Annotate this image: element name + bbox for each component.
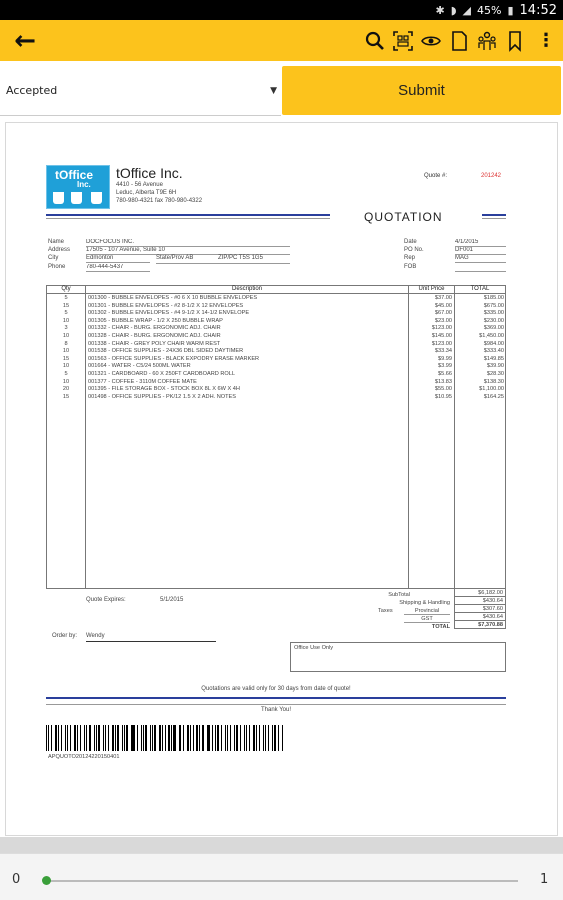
qty-cell: 5 — [64, 310, 68, 317]
barcode-bar — [122, 725, 123, 751]
unit-price-header: Unit Price — [418, 286, 445, 292]
barcode-bar — [272, 725, 273, 751]
description-cell: 001328 - CHAIR - BURG. ERGONOMIC ADJ. CHAIR — [88, 333, 221, 339]
qty-cell: 10 — [62, 317, 70, 324]
barcode-bar — [105, 725, 106, 751]
barcode-bar — [132, 725, 134, 751]
barcode-bar — [94, 725, 95, 751]
qty-cell: 10 — [62, 363, 70, 370]
barcode-bar — [117, 725, 118, 751]
description-cell: 001664 - WATER - C5/24 500ML WATER — [88, 363, 191, 370]
total-cell: $335.00 — [483, 310, 504, 317]
barcode-bar — [131, 725, 132, 751]
grand-total-value: $7,370.88 — [454, 621, 506, 629]
barcode-bar — [108, 725, 109, 751]
signal-icon: ◢ — [462, 3, 472, 17]
barcode-bar — [145, 725, 146, 751]
barcode-bar — [77, 725, 78, 751]
date-label: Date — [404, 239, 417, 245]
barcode-bar — [159, 725, 160, 751]
qty-cell: 15 — [62, 355, 70, 362]
header-rule-right — [482, 214, 506, 216]
barcode-bar — [199, 725, 200, 751]
unit-price-cell: $13.83 — [434, 378, 452, 385]
barcode-bar — [115, 725, 116, 751]
table-row — [47, 333, 505, 340]
table-row — [47, 348, 505, 355]
total-cell: $39.90 — [486, 363, 504, 370]
unit-price-cell: $10.95 — [434, 393, 452, 400]
barcode-bar — [141, 725, 142, 751]
qty-cell: 15 — [62, 393, 70, 400]
description-header: Description — [231, 286, 262, 292]
barcode-bar — [265, 725, 266, 751]
office-use-box: Office Use Only — [290, 642, 506, 672]
clock: 14:52 — [519, 2, 557, 18]
description-cell: 001332 - CHAIR - BURG. ERGONOMIC ADJ. CHAIR — [88, 325, 221, 332]
barcode-bar — [256, 725, 257, 751]
barcode-bar — [143, 725, 144, 751]
company-name: tOffice Inc. — [116, 165, 183, 181]
qty-cell: 10 — [62, 333, 70, 339]
more-vertical-icon[interactable]: ⋮ — [537, 30, 555, 51]
qty-header: Qty — [61, 286, 71, 292]
barcode-bar — [282, 725, 283, 751]
po-value: DF001 — [455, 247, 506, 255]
barcode-bar — [86, 725, 87, 751]
barcode-bar — [58, 725, 59, 751]
barcode-bar — [84, 725, 85, 751]
qty-cell: 10 — [62, 378, 70, 385]
quotation-page — [5, 122, 558, 836]
rep-value: MAG — [455, 255, 506, 263]
barcode-bar — [207, 725, 208, 751]
po-label: PO No. — [404, 247, 424, 253]
gst-value: $430.64 — [454, 613, 506, 621]
app-bar — [0, 20, 563, 61]
customer-city: Edmonton — [86, 255, 150, 263]
barcode-bar — [183, 725, 184, 751]
status-bar — [0, 0, 563, 20]
battery-icon: ▮ — [507, 3, 514, 17]
table-row — [47, 325, 505, 332]
table-row — [47, 394, 505, 401]
quote-number-label: Quote #: — [424, 173, 448, 179]
barcode-bar — [249, 725, 250, 751]
unit-price-cell: $33.34 — [434, 348, 452, 355]
barcode-bar — [268, 725, 269, 751]
bluetooth-icon: ✱ — [435, 3, 445, 17]
total-cell: $230.00 — [483, 317, 504, 324]
footer-rule — [46, 697, 506, 699]
barcode-bar — [190, 725, 191, 751]
unit-price-cell: $3.99 — [438, 363, 452, 370]
customer-phone: 780-444-5437 — [86, 264, 150, 272]
barcode-bar — [234, 725, 235, 751]
qty-cell: 5 — [64, 295, 68, 301]
table-row — [47, 310, 505, 317]
barcode-bar — [236, 725, 238, 751]
barcode-bar — [263, 725, 264, 751]
order-by-value: Wendy — [86, 633, 216, 642]
table-row — [47, 379, 505, 386]
fob-value — [455, 264, 506, 272]
company-phone: 780-980-4321 fax 780-980-4322 — [116, 198, 203, 204]
rep-label: Rep — [404, 255, 416, 261]
barcode-bar — [162, 725, 163, 751]
barcode-bar — [208, 725, 209, 751]
dropdown-caret-icon: ▼ — [270, 86, 277, 96]
barcode-bar — [168, 725, 169, 751]
total-cell: $675.00 — [483, 302, 504, 309]
unit-price-cell: $23.00 — [434, 317, 452, 324]
unit-price-cell: $55.00 — [434, 386, 452, 393]
qty-cell: 10 — [62, 348, 70, 355]
thank-you: Thank You! — [260, 707, 292, 713]
page-slider-track[interactable] — [46, 880, 518, 882]
subtotal-label: SubTotal — [388, 592, 410, 598]
total-header: TOTAL — [470, 286, 490, 292]
barcode-bar — [221, 725, 222, 751]
grand-total-label: TOTAL — [431, 624, 450, 630]
page-end-label: 1 — [540, 872, 549, 887]
barcode-bar — [212, 725, 213, 751]
company-address-2: Leduc, Alberta T9E 6H — [116, 190, 177, 196]
barcode-bar — [165, 725, 166, 751]
table-row — [47, 363, 505, 370]
barcode-bar — [217, 725, 219, 751]
table-row — [47, 386, 505, 393]
subtotal-value: $6,182.00 — [454, 589, 506, 597]
action-row — [0, 61, 563, 118]
description-cell: 001395 - FILE STORAGE BOX - STOCK BOX 8L X 6W X 4H — [88, 386, 240, 393]
total-cell: $984.00 — [483, 340, 504, 347]
barcode-bar — [215, 725, 216, 751]
total-cell: $28.30 — [486, 371, 504, 377]
header-divider — [47, 293, 505, 294]
total-cell: $333.40 — [483, 348, 504, 355]
logo-text: tOffice — [55, 168, 94, 182]
customer-city-label: City — [48, 255, 59, 261]
header-rule-left-thin — [46, 218, 330, 219]
shipping-label: Shipping & Handling — [399, 600, 450, 606]
unit-price-cell: $37.00 — [434, 295, 452, 301]
taxes-label: Taxes — [378, 608, 393, 614]
scan-icon[interactable] — [389, 20, 417, 61]
barcode-bar — [259, 725, 260, 751]
order-by-label: Order by: — [52, 633, 78, 639]
barcode-bar — [202, 725, 203, 751]
qty-cell: 8 — [64, 340, 68, 347]
provincial-label: Provincial — [404, 607, 450, 615]
barcode-bar — [180, 725, 181, 751]
barcode-bar — [274, 725, 276, 751]
barcode-bar — [152, 725, 153, 751]
barcode-bar — [246, 725, 247, 751]
state-zip-underline — [156, 263, 290, 264]
barcode-bar — [80, 725, 81, 751]
customer-phone-label: Phone — [48, 264, 66, 270]
barcode-bar — [137, 725, 138, 751]
total-cell: $138.30 — [483, 378, 504, 385]
barcode-bar — [46, 725, 47, 751]
barcode-bar — [227, 725, 228, 751]
barcode-bar — [173, 725, 175, 751]
total-cell: $1,100.00 — [479, 386, 504, 393]
page-separator — [0, 837, 563, 853]
barcode-bar — [51, 725, 52, 751]
barcode-bar — [225, 725, 226, 751]
company-logo — [46, 165, 110, 209]
fob-label: FOB — [404, 264, 417, 270]
barcode-bar — [244, 725, 245, 751]
barcode-bar — [55, 725, 57, 751]
barcode-bar — [187, 725, 188, 751]
barcode-bar — [124, 725, 125, 751]
gst-label: GST — [404, 615, 450, 623]
header-rule-right-thin — [482, 218, 506, 219]
page-slider-bar — [0, 853, 563, 900]
description-cell: 001305 - BUBBLE WRAP - 1/2 X 250 BUBBLE WRAP — [88, 317, 223, 324]
page-icon[interactable] — [445, 20, 473, 61]
unit-price-cell: $123.00 — [431, 340, 452, 347]
provincial-value: $307.60 — [454, 605, 506, 613]
barcode-bar — [112, 725, 114, 751]
barcode-bar — [154, 725, 156, 751]
total-cell: $1,450.00 — [479, 333, 504, 339]
barcode-bar — [150, 725, 151, 751]
customer-address: 17505 - 107 Avenue, Suite 10 — [86, 247, 290, 255]
total-cell: $149.85 — [483, 355, 504, 362]
total-cell: $369.00 — [483, 325, 504, 332]
barcode-bar — [67, 725, 68, 751]
customer-name-label: Name — [48, 239, 65, 245]
header-rule-left — [46, 214, 330, 216]
status-dropdown[interactable] — [0, 66, 281, 116]
expires-label: Quote Expires: — [86, 597, 126, 603]
unit-price-cell: $9.99 — [438, 355, 452, 362]
barcode-bar — [196, 725, 198, 751]
description-cell: 001301 - BUBBLE ENVELOPES - #2 8-1/2 X 12 ENVELOPES — [88, 302, 244, 309]
page-slider-thumb[interactable] — [42, 876, 51, 885]
description-cell: 001338 - CHAIR - GREY POLY CHAIR WARM REST — [88, 340, 221, 347]
document-title: QUOTATION — [364, 210, 443, 224]
description-cell: 001321 - CARDBOARD - 60 X 250FT CARDBOARD ROLL — [88, 371, 235, 377]
unit-price-cell: $5.66 — [438, 371, 452, 377]
quote-number: 201242 — [481, 173, 502, 179]
customer-address-label: Address — [48, 247, 71, 253]
qty-cell: 3 — [64, 325, 68, 332]
expires-value: 5/1/2015 — [160, 597, 184, 603]
eye-icon[interactable] — [417, 20, 445, 61]
barcode-bar — [253, 725, 255, 751]
bookmark-icon[interactable] — [501, 20, 529, 61]
barcode-bar — [230, 725, 231, 751]
description-cell: 001498 - OFFICE SUPPLIES - PK/12 1.5 X 2 ADH. NOTES — [88, 393, 236, 400]
table-row — [47, 341, 505, 348]
company-address-1: 4410 - 56 Avenue — [116, 182, 163, 188]
items-table — [46, 285, 506, 589]
people-icon[interactable] — [473, 20, 501, 61]
barcode-bar — [96, 725, 97, 751]
customer-zip: ZIP/PC T5S 1G5 — [218, 255, 263, 261]
table-row — [47, 318, 505, 325]
battery-level: 45% — [477, 3, 502, 17]
search-icon[interactable] — [361, 20, 389, 61]
unit-price-cell: $123.00 — [431, 325, 452, 332]
barcode-bar — [98, 725, 99, 751]
barcode-bar — [179, 725, 180, 751]
table-row — [47, 356, 505, 363]
barcode-bar — [48, 725, 49, 751]
back-arrow-icon[interactable]: ← — [14, 25, 36, 56]
description-cell: 001563 - OFFICE SUPPLIES - BLACK EXPODRY ERASE MARKER — [88, 355, 260, 362]
description-cell: 001377 - COFFEE - 3110M COFFEE MATE — [88, 378, 197, 385]
page-start-label: 0 — [12, 872, 21, 887]
customer-name: DOCFOCUS INC. — [86, 239, 290, 247]
footer-rule-thin — [46, 704, 506, 705]
barcode-text: APQUOTO20124220150401 — [48, 754, 120, 760]
cup-icon — [71, 192, 82, 204]
qty-cell: 5 — [64, 371, 68, 377]
description-cell: 001300 - BUBBLE ENVELOPES - #0 6 X 10 BUBBLE ENVELOPES — [88, 295, 258, 301]
customer-state: State/Prov AB — [156, 255, 194, 261]
shipping-value: $430.64 — [454, 597, 506, 605]
barcode-bar — [193, 725, 194, 751]
cup-icon — [53, 192, 64, 204]
submit-button[interactable]: Submit — [282, 66, 561, 115]
barcode-bar — [89, 725, 91, 751]
table-row — [47, 303, 505, 310]
total-cell: $164.25 — [483, 393, 504, 400]
barcode-bar — [126, 725, 127, 751]
logo-text-inc: Inc. — [77, 180, 91, 189]
description-cell: 001302 - BUBBLE ENVELOPES - #4 9-1/2 X 14-1/2 ENVELOPE — [88, 310, 250, 317]
barcode-bar — [74, 725, 76, 751]
qty-cell: 20 — [62, 386, 70, 393]
qty-cell: 15 — [62, 302, 70, 309]
barcode-bar — [61, 725, 62, 751]
document-viewer[interactable] — [0, 118, 563, 853]
description-cell: 001538 - OFFICE SUPPLIES - 24X36 DBL SIDED DAYTIMER — [88, 348, 244, 355]
status-value: Accepted — [6, 84, 58, 97]
date-value: 4/1/2015 — [455, 239, 506, 247]
cup-icon — [91, 192, 102, 204]
table-row — [47, 295, 505, 302]
barcode-bar — [171, 725, 172, 751]
unit-price-cell: $45.00 — [434, 302, 452, 309]
wifi-icon: ◗ — [450, 3, 457, 17]
barcode — [46, 725, 284, 751]
barcode-bar — [70, 725, 71, 751]
barcode-bar — [278, 725, 279, 751]
unit-price-cell: $145.00 — [431, 333, 452, 339]
total-cell: $185.00 — [483, 295, 504, 301]
validity-note: Quotations are valid only for 30 days from date of quote! — [201, 686, 351, 692]
barcode-bar — [240, 725, 241, 751]
unit-price-cell: $67.00 — [434, 310, 452, 317]
barcode-bar — [65, 725, 66, 751]
barcode-bar — [103, 725, 104, 751]
table-row — [47, 371, 505, 378]
